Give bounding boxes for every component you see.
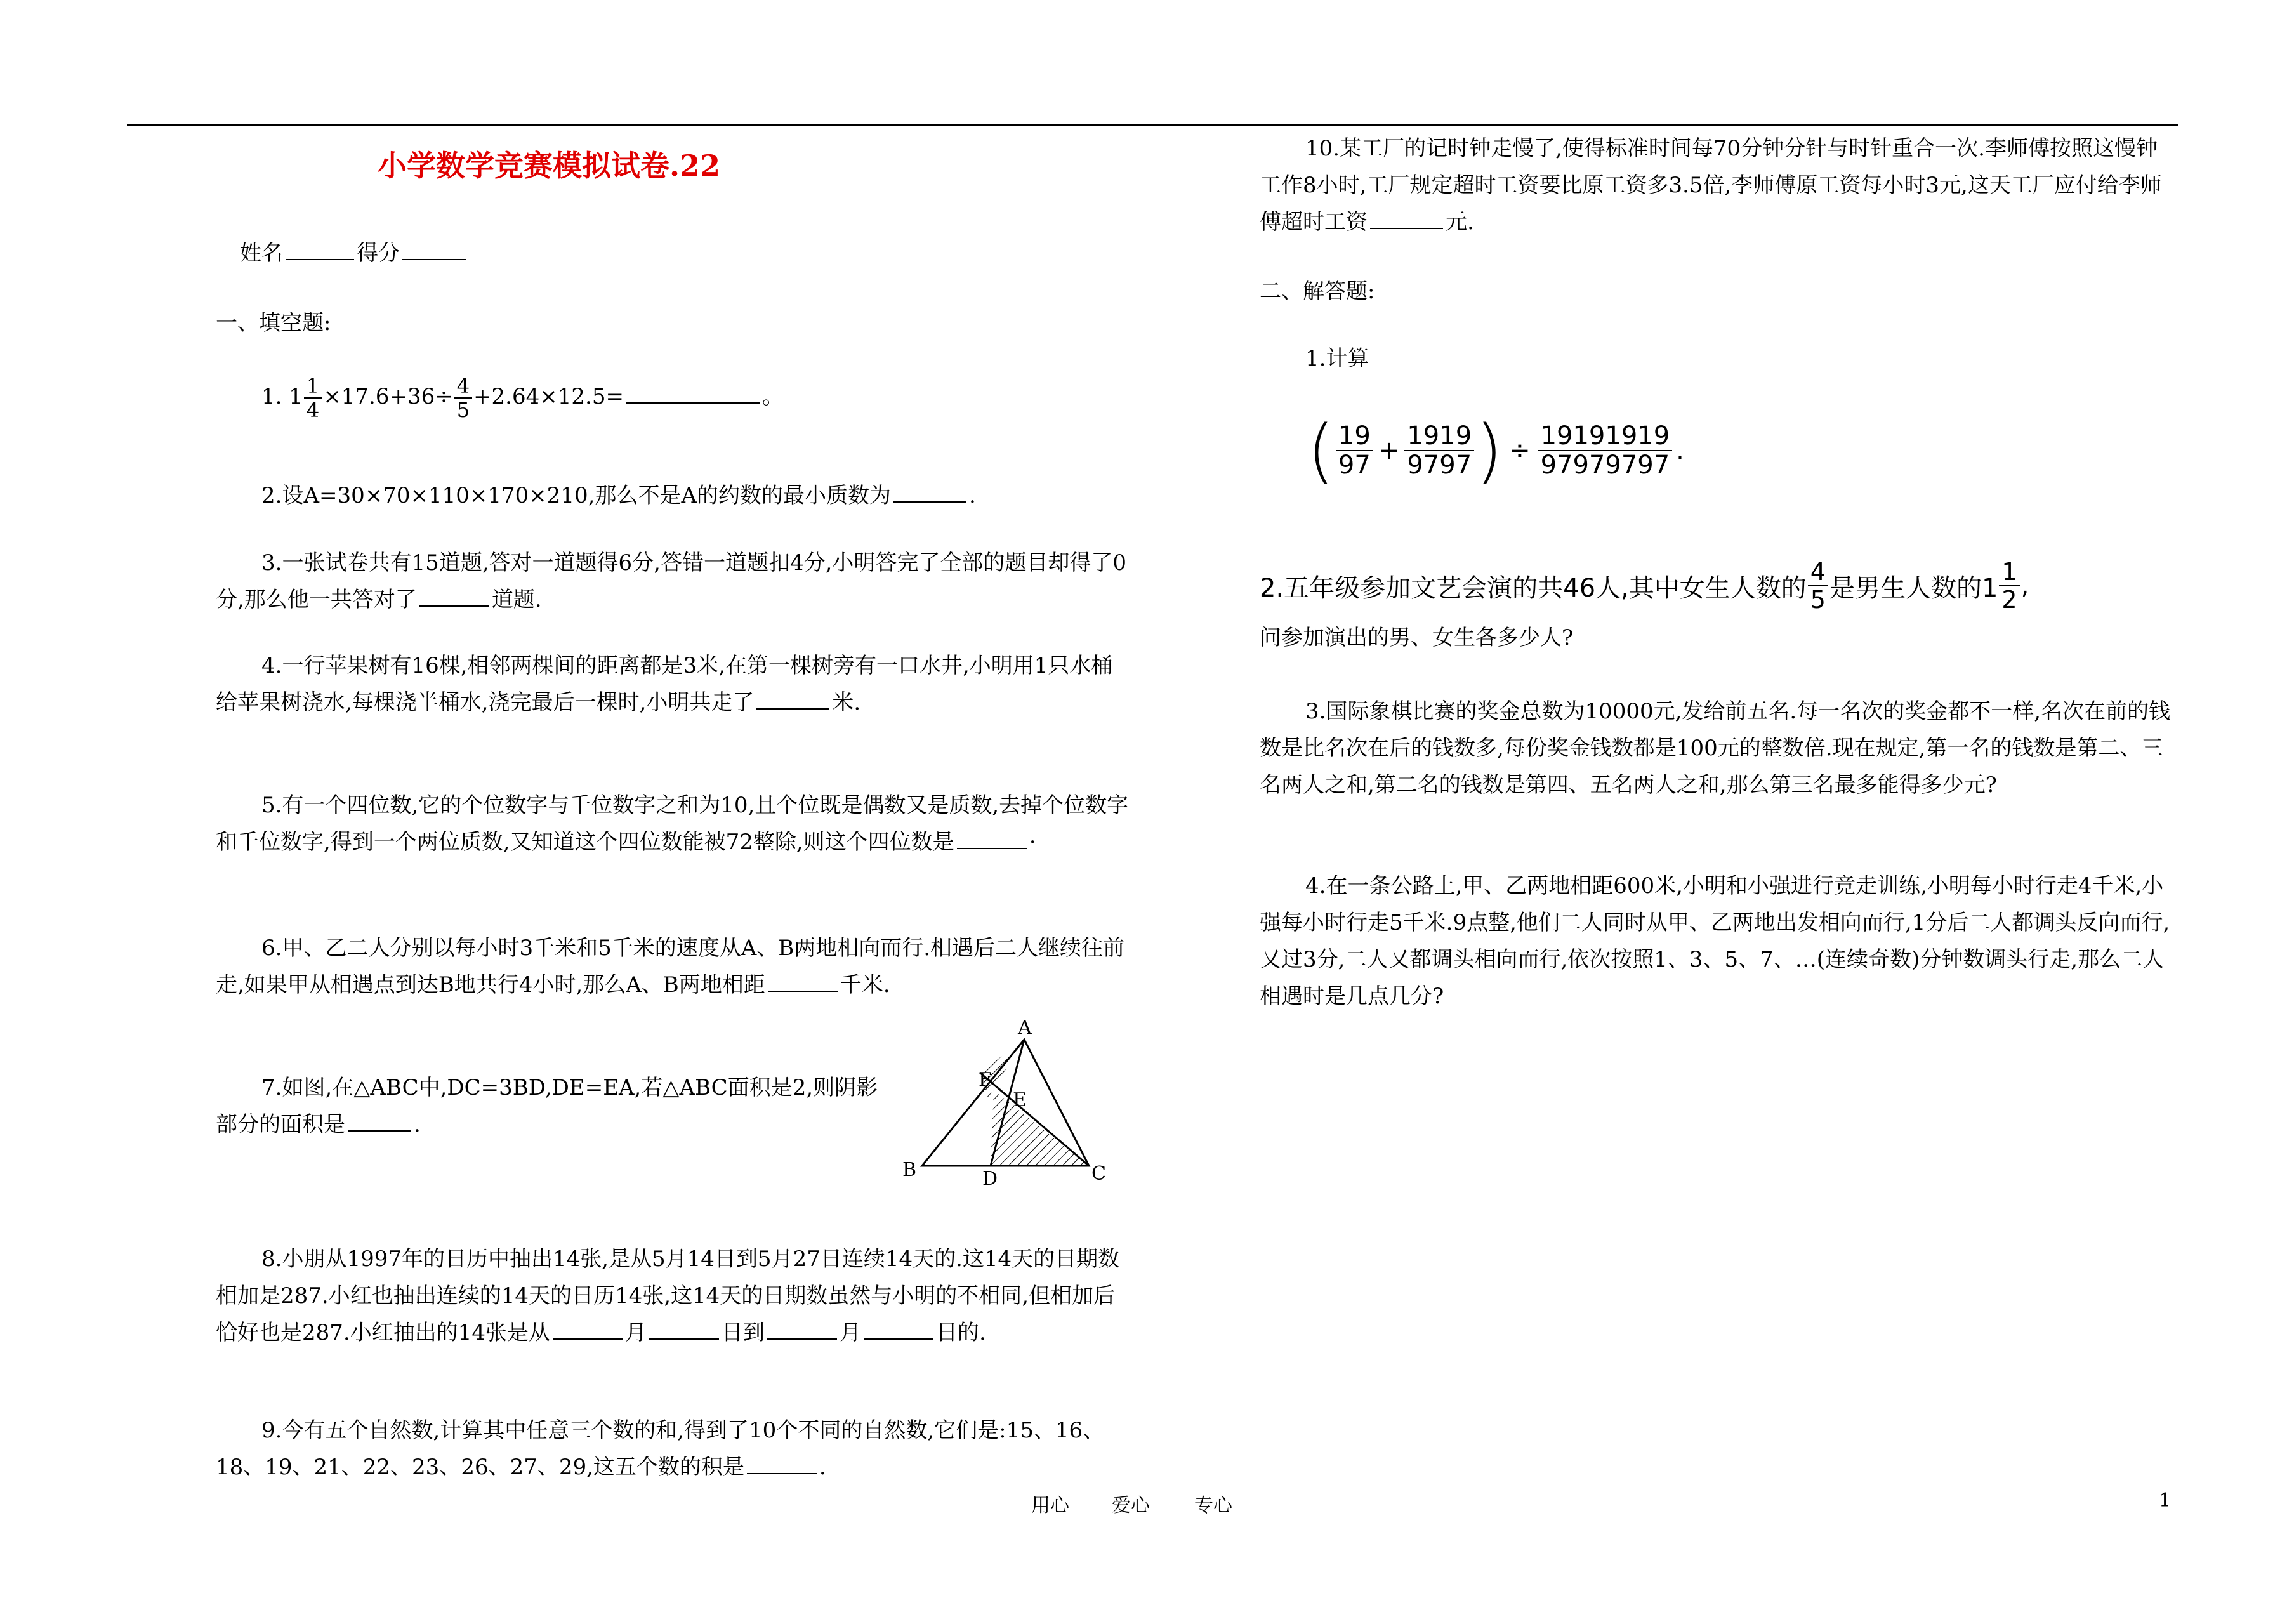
footer-right: 专心 [1194, 1495, 1232, 1517]
p2-text-b: 是男生人数的1 [1829, 573, 1998, 603]
q1-mid: ×17.6+36÷ [323, 384, 453, 409]
p2-f-num: 4 [1808, 558, 1828, 586]
question-2 [216, 477, 1130, 514]
p1-frac-c [1538, 422, 1673, 479]
question-8 [216, 1241, 1130, 1351]
label-f: F [979, 1069, 992, 1091]
q8-text: 8.小朋从1997年的日历中抽出14张,是从5月14日到5月27日连续14天的.这14天的日期数相加是287.小红也抽出连续的14天的日历14张,这14天的日期数虽然与小明的不相同,但相加后恰好也是287.小红抽出的14张是从 [216, 1246, 1120, 1345]
q1-whole: 1 [289, 384, 303, 409]
q4-end: 米. [832, 690, 861, 715]
q1-fraction-2 [454, 374, 472, 421]
q10-end: 元. [1446, 209, 1474, 235]
problem-3 [1260, 693, 2173, 803]
question-3 [216, 545, 1130, 618]
page-title: 小学数学竞赛模拟试卷.22 [377, 149, 721, 183]
q2-text: 2.设A=30×70×110×170×210,那么不是A的约数的最小质数为 [261, 483, 892, 508]
q2-end: . [969, 483, 976, 508]
p1-divide: ÷ [1509, 436, 1531, 465]
question-10 [1260, 130, 2173, 241]
footer-mid: 爱心 [1112, 1495, 1150, 1517]
footer-left: 用心 [1031, 1495, 1069, 1517]
q10-blank[interactable] [1370, 209, 1443, 229]
p1-plus: + [1378, 436, 1400, 465]
name-score-line [240, 235, 468, 272]
label-e: E [1013, 1089, 1027, 1111]
question-7 [216, 1069, 888, 1143]
q8-day-1: 日到 [721, 1320, 765, 1345]
header-rule [127, 124, 2178, 126]
problem-2-line-1 [1260, 558, 2029, 613]
q2-blank[interactable] [893, 482, 966, 503]
p2-text-a: 2.五年级参加文艺会演的共46人,其中女生人数的 [1260, 573, 1807, 603]
q1-number: 1. [261, 384, 282, 409]
q3-text: 3.一张试卷共有15道题,答对一道题得6分,答错一道题扣4分,小明答完了全部的题目却得了0分,那么他一共答对了 [216, 550, 1127, 612]
q7-end: . [414, 1112, 421, 1137]
p2-frac-2 [1999, 558, 2019, 613]
q1-end: 。 [761, 384, 784, 409]
question-1 [261, 374, 784, 421]
q1-f2-num: 4 [454, 374, 472, 399]
page-number: 1 [2159, 1489, 2172, 1512]
q1-f1-den: 4 [306, 398, 320, 422]
score-blank[interactable] [402, 240, 466, 260]
q8-blank-4[interactable] [864, 1319, 933, 1340]
triangle-figure [895, 1019, 1123, 1196]
label-d: D [982, 1168, 998, 1190]
name-label: 姓名 [240, 241, 283, 266]
p1-c-den: 97979797 [1540, 451, 1670, 480]
p1-frac-a [1336, 422, 1373, 479]
p2-g-den: 2 [2001, 586, 2017, 614]
question-5 [216, 787, 1130, 861]
q8-blank-2[interactable] [649, 1319, 719, 1340]
q4-text: 4.一行苹果树有16棵,相邻两棵间的距离都是3米,在第一棵树旁有一口水井,小明用1只水桶给苹果树浇水,每棵浇半桶水,浇完最后一棵时,小明共走了 [216, 653, 1113, 715]
label-c: C [1091, 1163, 1106, 1185]
paren-open: ( [1307, 410, 1335, 491]
q9-end: . [819, 1455, 826, 1480]
p1-c-num: 19191919 [1538, 422, 1673, 451]
p2-frac-1 [1808, 558, 1828, 613]
label-a: A [1018, 1019, 1032, 1039]
shaded-region-lower [991, 1090, 1089, 1166]
p2-g-num: 1 [1999, 558, 2019, 586]
section-solutions: 二、解答题: [1260, 279, 1375, 304]
q9-text: 9.今有五个自然数,计算其中任意三个数的和,得到了10个不同的自然数,它们是:15、16、18、19、21、22、23、26、27、29,这五个数的积是 [216, 1418, 1105, 1480]
p1-b-den: 9797 [1407, 451, 1472, 480]
p1-frac-b [1404, 422, 1474, 479]
q6-end: 千米. [840, 972, 890, 998]
p1-b-num: 1919 [1404, 422, 1474, 451]
q6-text: 6.甲、乙二人分别以每小时3千米和5千米的速度从A、B两地相向而行.相遇后二人继续往前走,如果甲从相遇点到达B地共行4小时,那么A、B两地相距 [216, 935, 1125, 998]
problem-1-label: 1.计算 [1305, 346, 1369, 371]
question-9 [216, 1412, 1130, 1486]
q1-f1-num: 1 [304, 374, 322, 399]
q3-end: 道题. [491, 587, 542, 612]
q8-blank-3[interactable] [767, 1319, 837, 1340]
p1-end: . [1676, 436, 1684, 465]
q4-blank[interactable] [756, 689, 829, 710]
q1-tail: +2.64×12.5= [473, 384, 624, 409]
q8-month-2: 月 [839, 1320, 861, 1345]
problem-2-line-2: 问参加演出的男、女生各多少人? [1260, 625, 1574, 650]
q8-day-2: 日的. [935, 1320, 986, 1345]
question-6 [216, 930, 1130, 1003]
section-fill-in: 一、填空题: [216, 310, 331, 336]
p3-text: 3.国际象棋比赛的奖金总数为10000元,发给前五名.每一名次的奖金都不一样,名次在前的钱数是比名次在后的钱数多,每份奖金钱数都是100元的整数倍.现在规定,第一名的钱数是第二、三名两人之和,第二名的钱数是第四、五名两人之和,那么第三名最多能得多少元? [1260, 699, 2171, 798]
p2-text-c: , [2020, 571, 2029, 600]
problem-4 [1260, 868, 2173, 1015]
label-b: B [902, 1159, 917, 1181]
paren-close: ) [1475, 410, 1503, 491]
problem-1-expression [1307, 410, 1684, 491]
q5-end: · [1029, 829, 1036, 855]
q6-blank[interactable] [768, 972, 838, 992]
score-label: 得分 [357, 241, 400, 266]
q9-blank[interactable] [747, 1454, 817, 1474]
q3-blank[interactable] [419, 586, 489, 607]
q1-f2-den: 5 [456, 398, 470, 422]
p1-a-den: 97 [1338, 451, 1371, 480]
q1-fraction-1 [304, 374, 322, 421]
q7-text: 7.如图,在△ABC中,DC=3BD,DE=EA,若△ABC面积是2,则阴影部分的面积是 [216, 1075, 878, 1137]
q5-text: 5.有一个四位数,它的个位数字与千位数字之和为10,且个位既是偶数又是质数,去掉个位数字和千位数字,得到一个两位质数,又知道这个四位数能被72整除,则这个四位数是 [216, 793, 1129, 855]
p2-f-den: 5 [1810, 586, 1826, 614]
q7-blank[interactable] [348, 1111, 411, 1132]
q5-blank[interactable] [957, 829, 1027, 849]
question-4 [216, 647, 1130, 721]
q8-blank-1[interactable] [553, 1319, 623, 1340]
p4-text: 4.在一条公路上,甲、乙两地相距600米,小明和小强进行竞走训练,小明每小时行走4千米,小强每小时行走5千米.9点整,他们二人同时从甲、乙两地出发相向而行,1分后二人都调头反向而行,又过3分,二人又都调头相向而行,依次按照1、3、5、7、…(连续奇数)分钟数调头行走,那么二人相遇时是几点几分? [1260, 873, 2170, 1009]
q1-blank[interactable] [626, 383, 760, 404]
name-blank[interactable] [286, 240, 354, 260]
q8-month-1: 月 [624, 1320, 647, 1345]
p1-a-num: 19 [1336, 422, 1373, 451]
q10-text: 10.某工厂的记时钟走慢了,使得标准时间每70分钟分针与时针重合一次.李师傅按照这慢钟工作8小时,工厂规定超时工资要比原工资多3.5倍,李师傅原工资每小时3元,这天工厂应付给李师傅超时工资 [1260, 136, 2162, 235]
